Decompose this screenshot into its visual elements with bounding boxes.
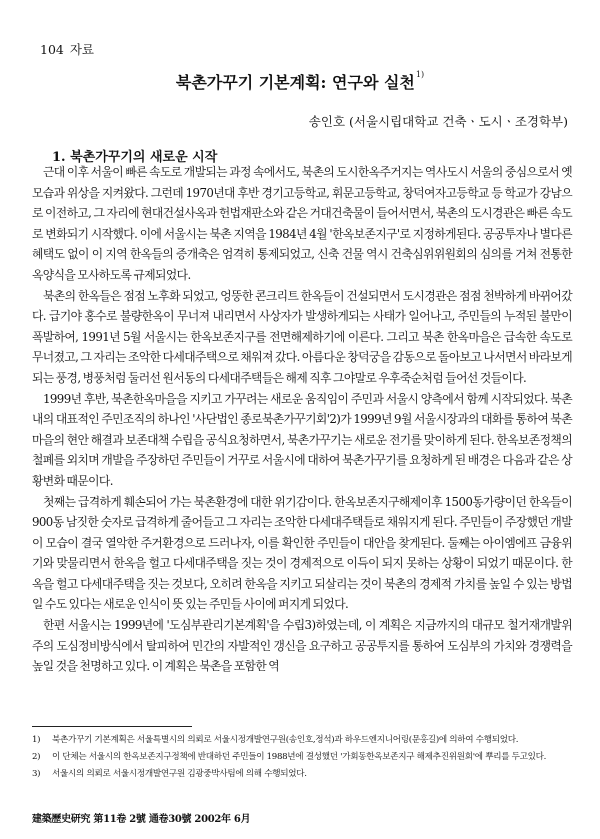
paragraph: 북촌의 한옥들은 점점 노후화 되었고, 엉뚱한 콘크리트 한옥들이 건설되면서 도시경관은 점점 천박하게 바뀌어갔다. 급기야 홍수로 불량한옥이 무너져 내리면서 사상자가 발생하게되는 사태가 일어나고, 주민들의 누적된 불만이 폭발하여, 1991년 5월 서울시는 한옥보존지구를 전면해제하기에 이른다. 그리고 북촌 한옥마을은 급속한 속도로 무너졌고, 그 자리는 조악한 다세대주택으로 채워져 갔다. 아름다운 창덕궁을 감동으로 돌아보고 나서면서 바라보게 되는 풍경, 병풍처럼 둘러선 원서동의 다세대주택들은 해제 직후 그야말로 우후죽순처럼 들어선 것들이다.: [32, 288, 572, 385]
footnote-number: 3): [32, 769, 41, 780]
paragraph: 근대 이후 서울이 빠른 속도로 개발되는 과정 속에서도, 북촌의 도시한옥주거지는 역사도시 서울의 중심으로서 옛 모습과 위상을 지켜왔다. 그런데 1970년대 후반 경기고등학교, 휘문고등학교, 창덕여자고등학교 등 학교가 강남으로 이전하고, 그 자리에 현대건설사옥과 헌법재판소와 같은 거대건축물이 들어서면서, 북촌의 도시경관은 빠른 속도로 변화되기 시작했다. 이에 서울시는 북촌 지역을 1984년 4월 '한옥보존지구'로 지정하게된다. 공공투자나 별다른 혜택도 없이 이 지역 한옥들의 증개축은 엄격히 통제되었고, 신축 건물 역시 건축심위위원회의 심의를 거쳐 전통한옥양식을 모사하도록 규제되었다.: [32, 165, 572, 282]
paragraph: 한편 서울시는 1999년에 '도심부관리기본계획'을 수립3)하였는데, 이 계획은 지금까지의 대규모 철거재개발위주의 도심정비방식에서 탈피하여 민간의 자발적인 갱신을 요구하고 공공투지를 통하여 도심부의 가치와 경쟁력을 높일 것을 천명하고 있다. 이 계획은 북촌을 포함한 역: [32, 618, 572, 674]
footnote: [32, 734, 574, 747]
footnote-text: 이 단체는 서울시의 한옥보존지구정책에 반대하던 주민들이 1988년에 결성했던 '가회동한옥보존지구 해제추진위원회'에 뿌리를 두고있다.: [52, 752, 547, 763]
page-number: 104: [40, 42, 64, 57]
title-footnote-mark: 1): [415, 70, 425, 79]
paragraph: 첫째는 급격하게 훼손되어 가는 북촌환경에 대한 위기감이다. 한옥보존지구해제이후 1500동가량이던 한옥들이 900동 남짓한 숫자로 급격하게 줄어들고 그 자리는 조악한 다세대주택들로 채워지게 된다. 주민들이 주장했던 개발이 모습이 결국 열악한 주거환경으로 드러나자, 이를 확인한 주민들이 대안을 찾게된다. 둘째는 아이엠에프 금융위기와 맞물리면서 한옥을 헐고 다세대주택을 짓는 것이 경제적으로 이득이 되지 못하는 상황이 되었기 때문이다. 한옥을 헐고 다세대주택을 짓는 것보다, 오히려 한옥을 지키고 되살리는 것이 북촌의 경제적 가치를 높일 수 있는 방법일 수도 있다는 새로운 인식이 뜻 있는 주민들 사이에 퍼지게 되었다.: [32, 494, 572, 612]
title-text: 북촌가꾸기 기본계획: 연구와 실천: [175, 73, 415, 92]
section-label: 자료: [69, 42, 95, 57]
page-header: [40, 40, 94, 58]
article-title: [0, 70, 600, 93]
footnote-divider: [32, 726, 192, 727]
section-heading: 1. 북촌가꾸기의 새로운 시작: [52, 150, 218, 165]
footnote-number: 2): [32, 752, 41, 763]
paragraph: 1999년 후반, 북촌한옥마을을 지키고 가꾸려는 새로운 움직임이 주민과 서울시 양측에서 함께 시작되었다. 북촌 내의 대표적인 주민조직의 하나인 '사단법인 종로북촌가꾸기회'2)가 1999년 9월 서울시장과의 대화를 통하여 북촌마을의 현안 해결과 보존대책 수립을 공식요청하면서, 북촌가꾸기는 새로운 전기를 맞이하게 된다. 한옥보존정책의 철폐를 외치며 개발을 주장하던 주민들이 거꾸로 서울시에 대하여 북촌가꾸기를 요청하게 된 배경은 다음과 같은 상황변화 때문이다.: [32, 391, 572, 488]
footnote-text: 서울시의 의뢰로 서울시정개발연구원 김광중박사팀에 의해 수행되었다.: [52, 769, 307, 780]
author-line: 송인호 (서울시립대학교 건축ㆍ도시ㆍ조경학부): [308, 114, 568, 129]
footnote: [32, 768, 574, 781]
footnote-number: 1): [32, 735, 41, 745]
footnotes: [32, 734, 574, 786]
footnote: [32, 751, 574, 764]
body-text: [32, 162, 572, 677]
footnote-text: 북촌가꾸기 기본계획은 서울특별시의 의뢰로 서울시정개발연구원(송인호,정석)과 하우드엔지니어링(문홍길)에 의하여 수행되었다.: [52, 735, 519, 745]
journal-footer: 建築歷史研究 第11卷 2號 通卷30號 2002年 6月: [32, 814, 251, 825]
